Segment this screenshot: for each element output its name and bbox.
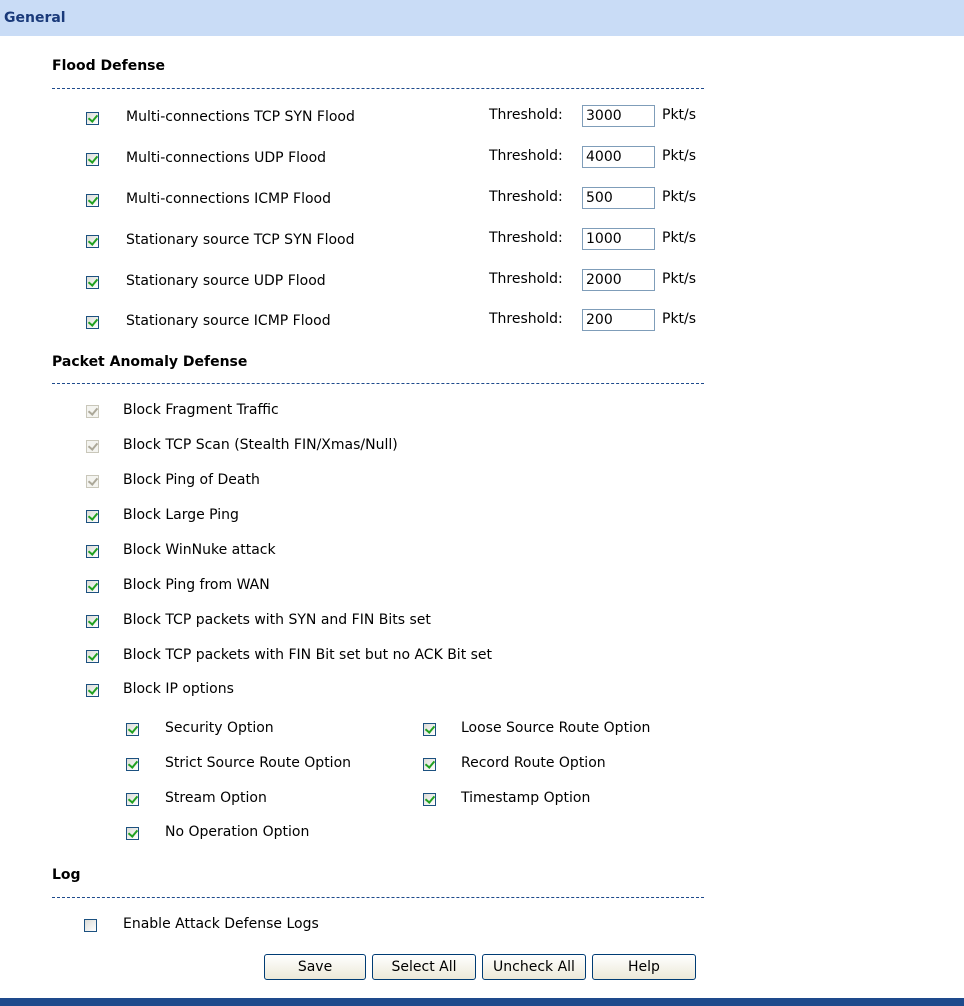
bottom-bar [0, 998, 964, 1006]
log-divider [52, 897, 704, 898]
general-header [0, 0, 964, 36]
stationary-udp-flood-label: Stationary source UDP Flood [126, 273, 326, 289]
loose-source-route-option-label: Loose Source Route Option [461, 720, 651, 736]
unit-label: Pkt/s [662, 230, 697, 246]
anomaly-divider [52, 383, 704, 384]
enable-attack-defense-logs-label: Enable Attack Defense Logs [123, 916, 319, 932]
block-winnuke-checkbox[interactable] [86, 545, 99, 558]
threshold-label: Threshold: [489, 189, 563, 205]
help-button[interactable]: Help [592, 954, 696, 980]
stationary-udp-flood-threshold-input[interactable] [582, 269, 655, 291]
threshold-label: Threshold: [489, 230, 563, 246]
tcp-syn-flood-label: Multi-connections TCP SYN Flood [126, 109, 355, 125]
unit-label: Pkt/s [662, 271, 697, 287]
record-route-option-label: Record Route Option [461, 755, 606, 771]
security-option-label: Security Option [165, 720, 274, 736]
block-ping-from-wan-checkbox[interactable] [86, 580, 99, 593]
block-ping-of-death-checkbox [86, 475, 99, 488]
block-tcp-scan-label: Block TCP Scan (Stealth FIN/Xmas/Null) [123, 437, 398, 453]
icmp-flood-checkbox[interactable] [86, 194, 99, 207]
unit-label: Pkt/s [662, 107, 697, 123]
block-large-ping-checkbox[interactable] [86, 510, 99, 523]
header-title: General [4, 10, 66, 26]
unit-label: Pkt/s [662, 189, 697, 205]
stationary-icmp-flood-label: Stationary source ICMP Flood [126, 313, 331, 329]
block-tcp-scan-checkbox [86, 440, 99, 453]
block-large-ping-label: Block Large Ping [123, 507, 239, 523]
block-syn-fin-label: Block TCP packets with SYN and FIN Bits set [123, 612, 431, 628]
tcp-syn-flood-threshold-input[interactable] [582, 105, 655, 127]
block-fin-no-ack-label: Block TCP packets with FIN Bit set but no ACK Bit set [123, 647, 493, 663]
packet-anomaly-defense-title: Packet Anomaly Defense [52, 354, 248, 370]
timestamp-option-label: Timestamp Option [461, 790, 591, 806]
enable-attack-defense-logs-checkbox[interactable] [84, 919, 97, 932]
stationary-tcp-syn-flood-threshold-input[interactable] [582, 228, 655, 250]
unit-label: Pkt/s [662, 148, 697, 164]
strict-source-route-option-label: Strict Source Route Option [165, 755, 352, 771]
no-operation-option-label: No Operation Option [165, 824, 310, 840]
udp-flood-threshold-input[interactable] [582, 146, 655, 168]
security-option-checkbox[interactable] [126, 723, 139, 736]
unit-label: Pkt/s [662, 311, 697, 327]
stationary-tcp-syn-flood-checkbox[interactable] [86, 235, 99, 248]
icmp-flood-threshold-input[interactable] [582, 187, 655, 209]
flood-divider [52, 88, 704, 89]
threshold-label: Threshold: [489, 271, 563, 287]
strict-source-route-option-checkbox[interactable] [126, 758, 139, 771]
stream-option-checkbox[interactable] [126, 793, 139, 806]
block-ping-of-death-label: Block Ping of Death [123, 472, 260, 488]
flood-defense-title: Flood Defense [52, 58, 165, 74]
udp-flood-label: Multi-connections UDP Flood [126, 150, 327, 166]
loose-source-route-option-checkbox[interactable] [423, 723, 436, 736]
stationary-tcp-syn-flood-label: Stationary source TCP SYN Flood [126, 232, 355, 248]
stationary-icmp-flood-threshold-input[interactable] [582, 309, 655, 331]
block-winnuke-label: Block WinNuke attack [123, 542, 276, 558]
icmp-flood-label: Multi-connections ICMP Flood [126, 191, 331, 207]
threshold-label: Threshold: [489, 107, 563, 123]
save-button[interactable]: Save [264, 954, 366, 980]
stationary-udp-flood-checkbox[interactable] [86, 276, 99, 289]
block-ip-options-label: Block IP options [123, 681, 234, 697]
block-ip-options-checkbox[interactable] [86, 684, 99, 697]
timestamp-option-checkbox[interactable] [423, 793, 436, 806]
block-fragment-traffic-checkbox [86, 405, 99, 418]
no-operation-option-checkbox[interactable] [126, 827, 139, 840]
threshold-label: Threshold: [489, 148, 563, 164]
uncheck-all-button[interactable]: Uncheck All [482, 954, 586, 980]
record-route-option-checkbox[interactable] [423, 758, 436, 771]
tcp-syn-flood-checkbox[interactable] [86, 112, 99, 125]
stationary-icmp-flood-checkbox[interactable] [86, 316, 99, 329]
threshold-label: Threshold: [489, 311, 563, 327]
block-ping-from-wan-label: Block Ping from WAN [123, 577, 270, 593]
log-title: Log [52, 867, 81, 883]
block-fragment-traffic-label: Block Fragment Traffic [123, 402, 279, 418]
udp-flood-checkbox[interactable] [86, 153, 99, 166]
block-syn-fin-checkbox[interactable] [86, 615, 99, 628]
block-fin-no-ack-checkbox[interactable] [86, 650, 99, 663]
stream-option-label: Stream Option [165, 790, 267, 806]
select-all-button[interactable]: Select All [372, 954, 476, 980]
